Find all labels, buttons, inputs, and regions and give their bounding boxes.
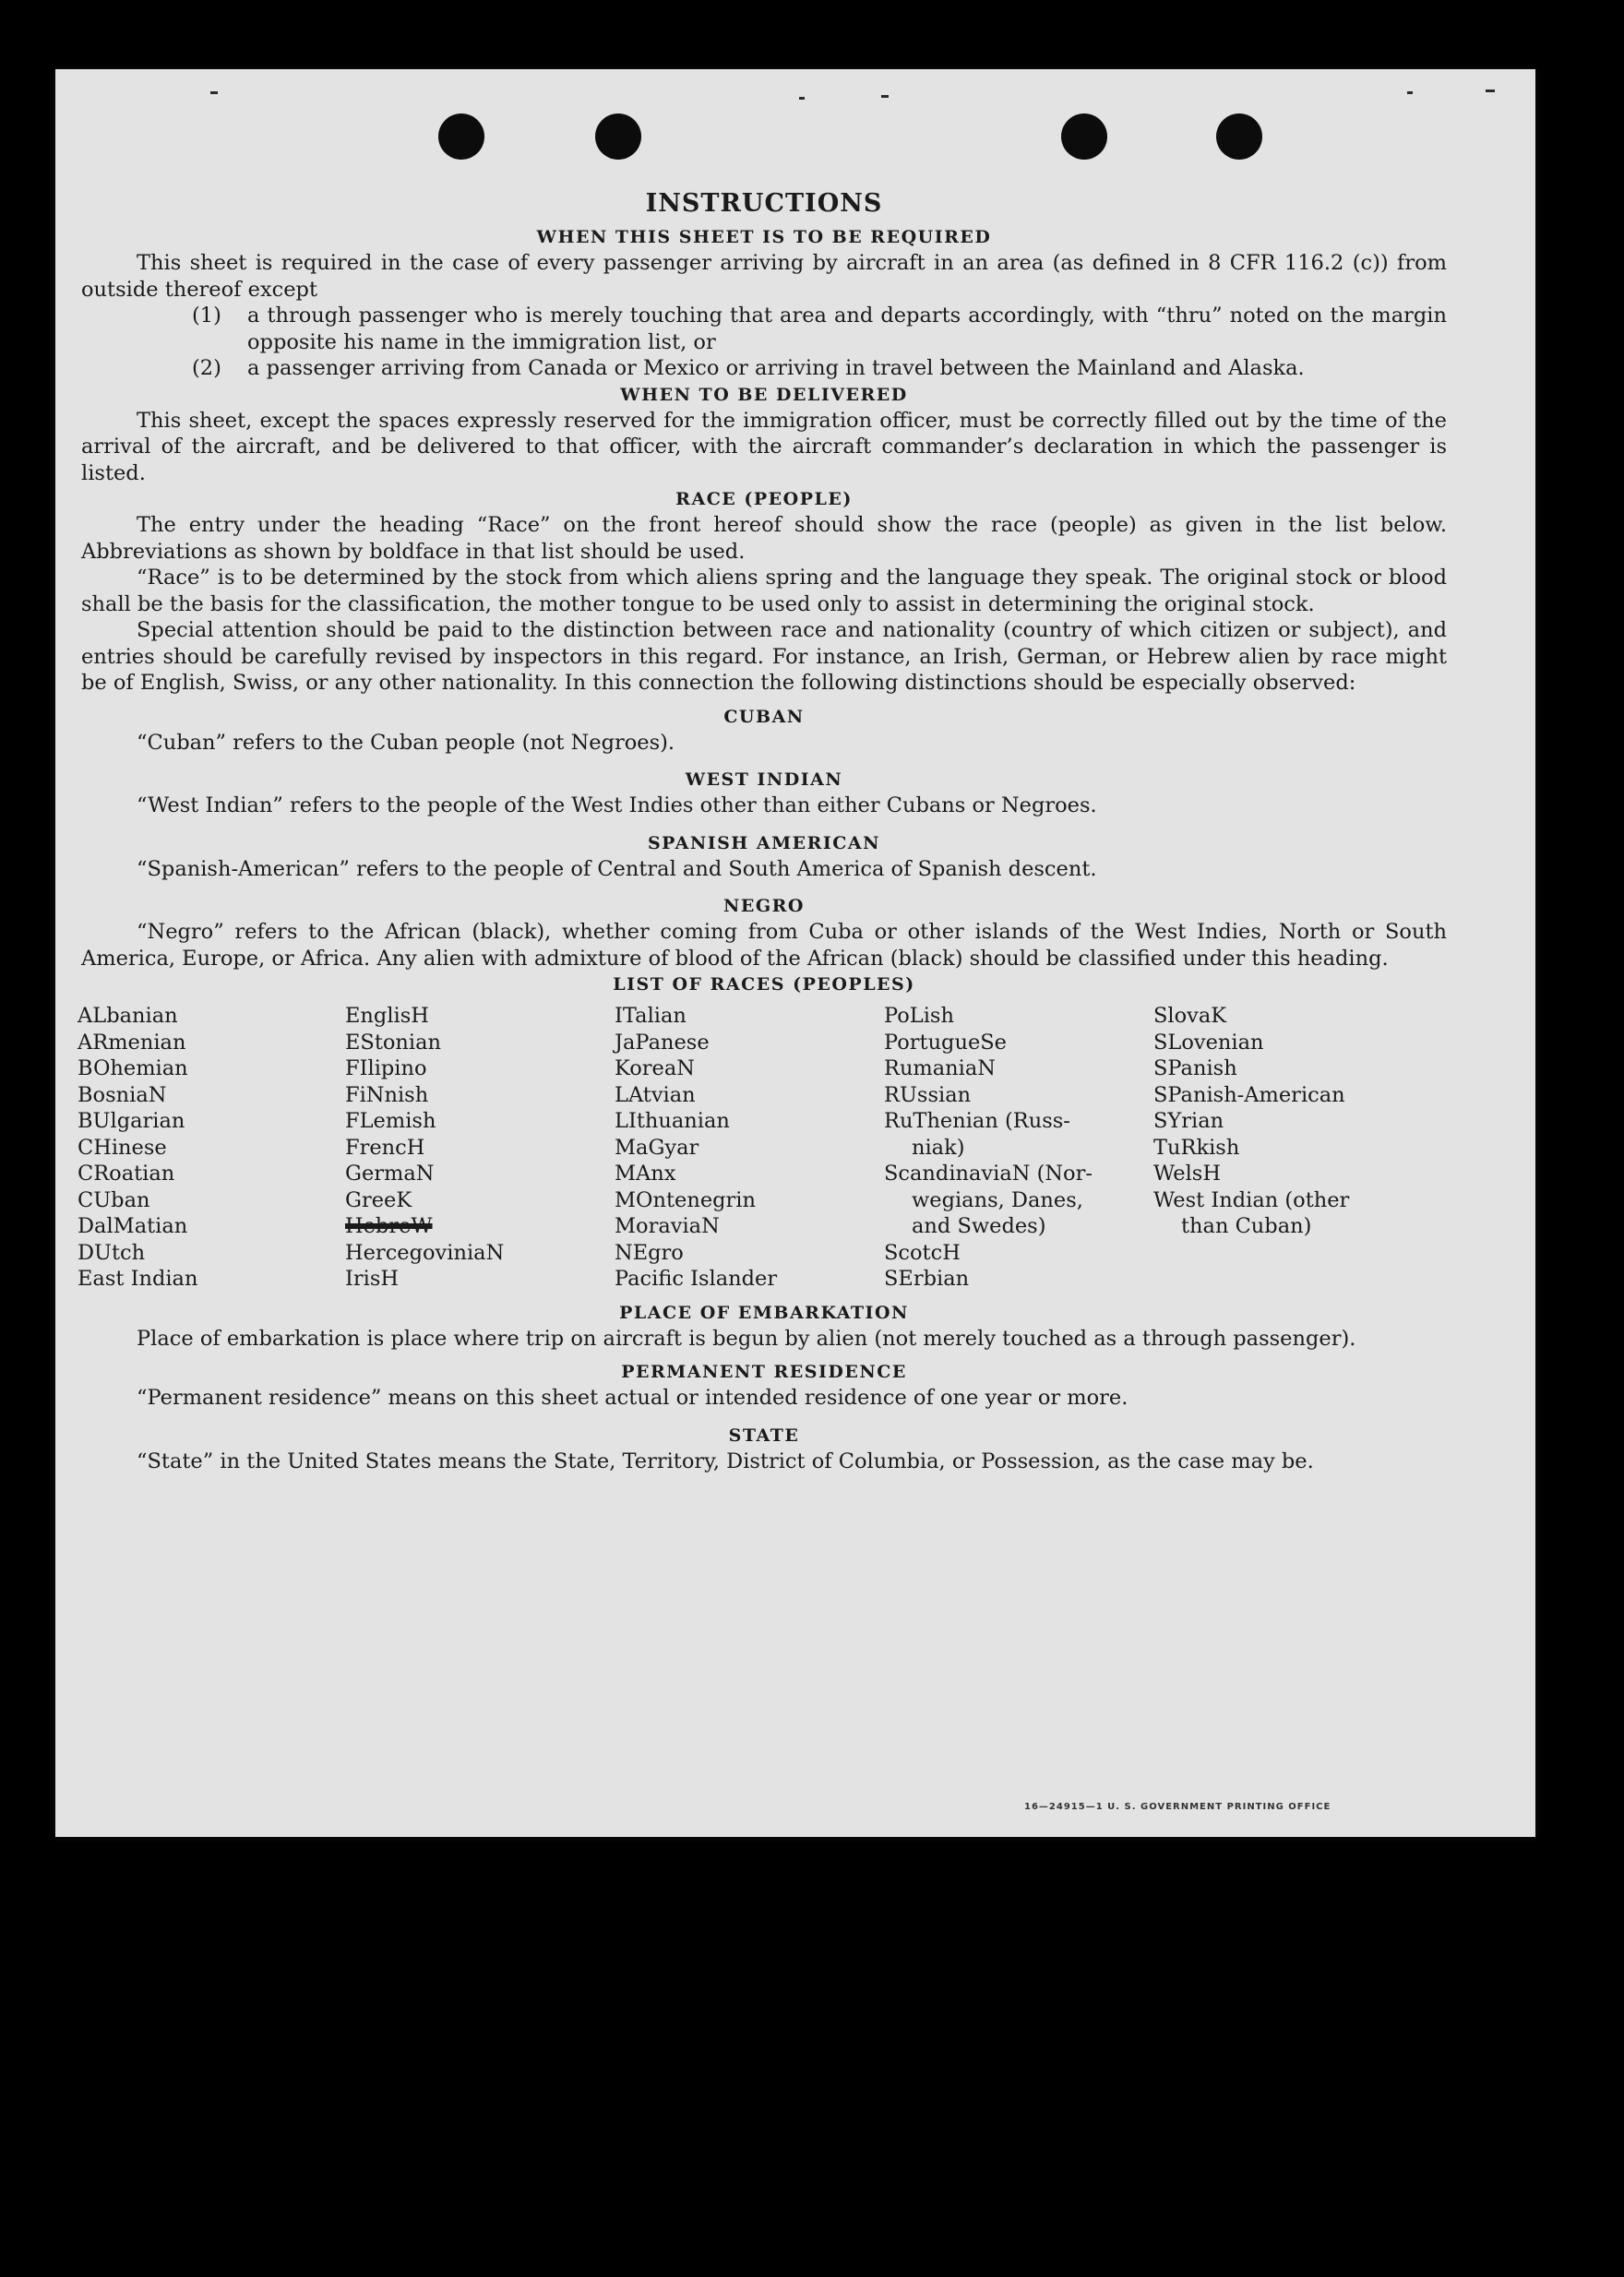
instructions-body: [78, 189, 1447, 1474]
race-entry: EnglisH: [345, 1004, 429, 1028]
race-paragraph: The entry under the heading “Race” on the front hereof should show the race (people) as given in the list below. Abbreviations as shown by boldface in that list should be used.: [81, 513, 1447, 564]
race-entry-struck: HebreW: [345, 1214, 433, 1238]
paper-mark: [1486, 89, 1495, 92]
race-entry: GreeK: [345, 1187, 412, 1212]
required-item: (2) a passenger arriving from Canada or Mexico or arriving in travel between the Mainland and Alaska.: [192, 356, 1305, 380]
race-entry: CHinese: [78, 1135, 167, 1160]
section-heading: SPANISH AMERICAN: [647, 832, 881, 853]
race-entry: PortugueSe: [884, 1030, 1008, 1055]
section-heading: WHEN THIS SHEET IS TO BE REQUIRED: [536, 227, 992, 247]
race-entry: MAnx: [615, 1162, 676, 1186]
race-column: [615, 1003, 884, 1293]
race-entry: RUssian: [884, 1082, 972, 1107]
race-entry: ALbanian: [78, 1004, 178, 1028]
race-entry: SLovenian: [1153, 1030, 1264, 1055]
race-entry: TuRkish: [1153, 1135, 1240, 1160]
race-entry: SlovaK: [1153, 1004, 1227, 1028]
race-entry: West Indian (other: [1153, 1187, 1350, 1212]
race-entry: DUtch: [78, 1240, 146, 1265]
race-entry: DalMatian: [78, 1214, 188, 1238]
negro-text: “Negro” refers to the African (black), whether coming from Cuba or other islands of the West Indies, North or South America, Europe, or Africa. Any alien with admixture of blood of the African (black) should be classified under this heading.: [81, 920, 1447, 971]
race-entry: SPanish-American: [1153, 1082, 1345, 1107]
paper-mark: [881, 95, 889, 98]
race-column: [1153, 1003, 1421, 1293]
race-entry: WelsH: [1153, 1162, 1221, 1186]
section-heading: STATE: [728, 1425, 800, 1446]
race-entry-continued: niak): [912, 1135, 965, 1160]
race-entry: ITalian: [615, 1004, 687, 1028]
race-entry: BosniaN: [78, 1082, 167, 1107]
page-title: INSTRUCTIONS: [645, 189, 883, 218]
race-entry: LIthuanian: [615, 1109, 730, 1133]
section-heading: NEGRO: [723, 896, 805, 916]
punch-hole: [595, 113, 641, 160]
delivered-text: This sheet, except the spaces expressly reserved for the immigration officer, must be correctly filled out by the time of the arrival of the aircraft, and be delivered to that officer, with the aircraft commander’s declaration in which the passenger is listed.: [81, 408, 1447, 485]
section-heading: RACE (PEOPLE): [675, 489, 853, 509]
race-entry: FIlipino: [345, 1056, 427, 1080]
section-heading: PERMANENT RESIDENCE: [621, 1362, 907, 1382]
race-entry: ARmenian: [78, 1030, 186, 1055]
race-entry: FiNnish: [345, 1082, 429, 1107]
race-entry: MOntenegrin: [615, 1187, 756, 1212]
printing-office-code: 16—24915—1 U. S. GOVERNMENT PRINTING OFFICE: [1024, 1802, 1331, 1812]
document-page: [55, 69, 1535, 1837]
race-entry: GermaN: [345, 1162, 435, 1186]
race-column: [78, 1003, 345, 1293]
race-list: [78, 1003, 1447, 1293]
race-entry: SErbian: [884, 1267, 970, 1291]
race-entry: PoLish: [884, 1004, 954, 1028]
race-entry: MaGyar: [615, 1135, 699, 1160]
race-entry: CUban: [78, 1187, 150, 1212]
paper-mark: [799, 97, 805, 100]
race-column: [345, 1003, 615, 1293]
race-entry-continued: and Swedes): [912, 1214, 1046, 1238]
race-entry: FrencH: [345, 1135, 425, 1160]
race-entry: CRoatian: [78, 1162, 175, 1186]
race-entry: SYrian: [1153, 1109, 1224, 1133]
race-entry: Pacific Islander: [615, 1267, 778, 1291]
section-heading: PLACE OF EMBARKATION: [619, 1302, 909, 1323]
punch-hole: [438, 113, 484, 160]
race-paragraph: “Race” is to be determined by the stock from which aliens spring and the language they speak. The original stock or blood shall be the basis for the classification, the mother tongue to be used only to assist in determining the original stock.: [81, 566, 1447, 616]
spanish-american-text: “Spanish-American” refers to the people of Central and South America of Spanish descent.: [137, 856, 1097, 881]
required-item: (1) a through passenger who is merely touching that area and departs accordingly, with “thru” noted on the margin opposite his name in the immigration list, or: [192, 304, 1447, 354]
race-paragraph: Special attention should be paid to the distinction between race and nationality (country of which citizen or subject), and entries should be carefully revised by inspectors in this regard. For instance, an Irish, German, or Hebrew alien by race might be of English, Swiss, or any other nationality. In this connection the following distinctions should be especially observed:: [81, 618, 1447, 695]
race-entry: HercegoviniaN: [345, 1240, 505, 1265]
race-entry: SPanish: [1153, 1056, 1237, 1080]
race-entry: ScotcH: [884, 1240, 961, 1265]
race-entry: NEgro: [615, 1240, 684, 1265]
race-entry: MoraviaN: [615, 1214, 720, 1238]
cuban-text: “Cuban” refers to the Cuban people (not Negroes).: [137, 730, 675, 755]
race-entry: RuThenian (Russ-: [884, 1109, 1070, 1133]
race-entry: ScandinaviaN (Nor-: [884, 1162, 1093, 1186]
section-heading: WHEN TO BE DELIVERED: [620, 384, 908, 405]
race-entry: FLemish: [345, 1109, 436, 1133]
section-heading: CUBAN: [723, 706, 805, 727]
race-entry: LAtvian: [615, 1082, 696, 1107]
paper-mark: [1407, 91, 1413, 94]
section-heading: WEST INDIAN: [685, 769, 843, 790]
paper-mark: [210, 91, 218, 94]
embarkation-text: Place of embarkation is place where trip on aircraft is begun by alien (not merely touched as a through passenger).: [137, 1326, 1356, 1351]
race-entry: East Indian: [78, 1267, 198, 1291]
race-entry: KoreaN: [615, 1056, 695, 1080]
race-entry: BUlgarian: [78, 1109, 185, 1133]
required-intro: This sheet is required in the case of every passenger arriving by aircraft in an area (as defined in 8 CFR 116.2 (c)) from outside thereof except: [81, 251, 1447, 302]
residence-text: “Permanent residence” means on this sheet actual or intended residence of one year or more.: [137, 1386, 1128, 1410]
race-entry: RumaniaN: [884, 1056, 996, 1080]
race-entry: EStonian: [345, 1030, 442, 1055]
punch-hole: [1061, 113, 1107, 160]
race-entry: IrisH: [345, 1267, 400, 1291]
section-heading: LIST OF RACES (PEOPLES): [613, 974, 915, 995]
race-column: [884, 1003, 1153, 1293]
state-text: “State” in the United States means the State, Territory, District of Columbia, or Possession, as the case may be.: [137, 1448, 1314, 1473]
west-indian-text: “West Indian” refers to the people of the West Indies other than either Cubans or Negroes.: [137, 793, 1097, 817]
race-entry-continued: wegians, Danes,: [912, 1187, 1083, 1212]
punch-hole: [1216, 113, 1262, 160]
race-entry: BOhemian: [78, 1056, 188, 1080]
race-entry-continued: than Cuban): [1181, 1214, 1312, 1238]
race-entry: JaPanese: [615, 1030, 710, 1055]
